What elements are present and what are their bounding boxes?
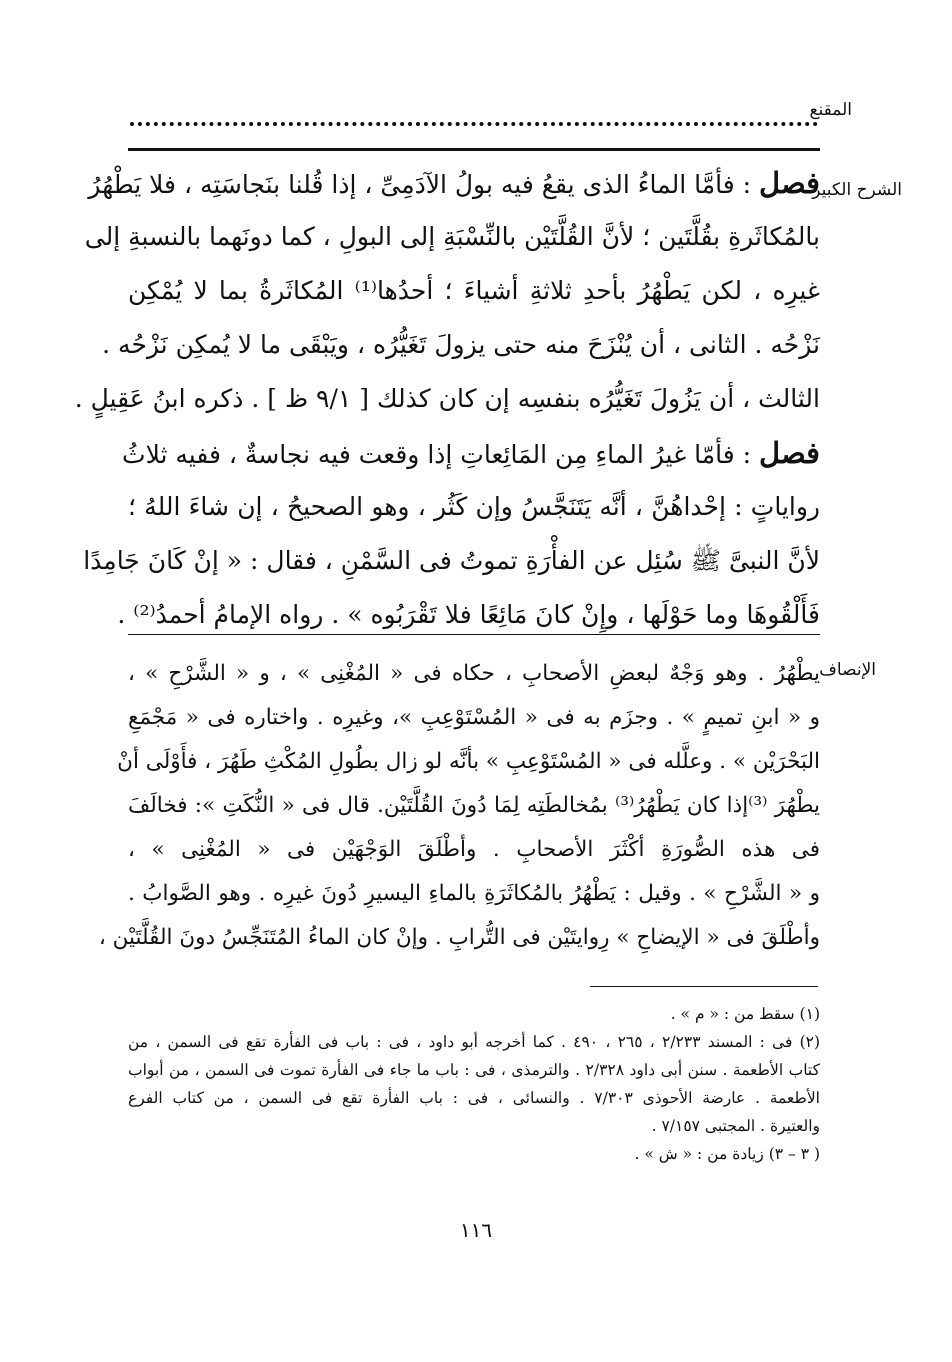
sharh-line [128,264,820,318]
sharh-line-text: غيرِه ، لكن يَطْهُرُ بأحدِ ثلاثةِ أشياءَ ؛ أحدُها⁽¹⁾ المُكاثَرةُ بما لا يُمْكِن [128,276,820,305]
insaf-text-block [98,652,820,960]
footnotes [128,1000,820,1168]
insaf-line: وأطْلَقَ فى « الإيضاحِ » رِوايتَيْن فى التُّرابِ . وإنْ كان الماءُ المُتَنَجِّسُ دونَ القُلَّتَيْن ، [98,925,820,950]
sharh-line-text: نَزْحُه . الثانى ، أن يُنْزَحَ منه حتى يزولَ تَغَيُّرُه ، ويَبْقَى ما لا يُمكِن نَزْحُه . [102,330,820,359]
sharh-text-block [74,156,820,642]
section-keyword: فصل [759,436,820,470]
header-thick-rule [128,148,820,151]
insaf-line: و « الشَّرْحِ » . وقيل : يَطْهُرُ بالمُكاثَرَةِ بالماءِ اليسيرِ دُونَ غيرِه . وهو الصَّوابُ . [128,881,820,906]
margin-label-sharh: الشرح الكبير [812,180,902,200]
footnote-line: (٢) فى : المسند ٢/٢٣٣ ، ٢٦٥ ، ٤٩٠ . كما أخرجه أبو داود ، فى : باب فى الفأرة تقع فى السمن ، من [128,1033,821,1051]
sharh-line-text: : فأمَّا الماءُ الذى يقعُ فيه بولُ الآدَمِىِّ ، إذا قُلنا بنَجاسَتِه ، فلا يَطْهُرُ [88,170,760,199]
footnote-line: الأطعمة . عارضة الأحوذى ٧/٣٠٣ . والنسائى ، فى : باب الفأرة تقع فى السمن ، من كتاب الفرع [128,1089,820,1107]
footnote-line: (١) سقط من : « م » . [670,1005,820,1023]
insaf-line: البَحْرَيْن » . وعلَّله فى « المُسْتَوْعِبِ » بأنَّه لو زال بطُولِ المُكْثِ طَهُرَ ، فأَوْلَى أنْ [117,749,820,774]
footnote-rule [590,986,818,987]
sharh-line [74,372,820,426]
section-separator [128,634,820,635]
running-header-title: المقنع [809,100,852,120]
sharh-line-text: بالمُكاثَرةِ بقُلَّتَين ؛ لأنَّ القُلَّتَيْن بالنِّسْبَةِ إلى البولِ ، كما دونَهما بالنسبةِ إلى [84,222,820,251]
sharh-line [88,156,820,210]
sharh-line [102,318,820,372]
footnote-line: والعتيرة . المجتبى ٧/١٥٧ . [651,1117,820,1135]
sharh-line-text: الثالث ، أن يَزُولَ تَغَيُّرُه بنفسِه إن كان كذلك [ ٩/١ ظ ] . ذكره ابنُ عَقِيلٍ . [74,384,820,413]
sharh-line [83,534,820,588]
sharh-line-text: لأنَّ النبىَّ ﷺ سُئِل عن الفأْرَةِ تموتُ فى السَّمْنِ ، فقال : « إنْ كَانَ جَامِدًا [83,546,820,575]
page-number: ١١٦ [459,1218,493,1242]
insaf-line: و « ابنِ تميمٍ » . وجزَم به فى « المُسْتَوْعِبِ »، وغيرِه . واختاره فى « مَجْمَعِ [128,705,820,730]
sharh-line-text: فَأَلْقُوهَا وما حَوْلَها ، وإِنْ كانَ مَائِعًا فلا تَقْرَبُوه » . رواه الإمامُ أحمدُ⁽²⁾ . [117,600,820,629]
sharh-line-text: : فأمّا غيرُ الماءِ مِن المَائِعاتِ إذا وقعت فيه نجاسةٌ ، ففيه ثلاثُ [122,440,760,469]
footnote-line: كتاب الأطعمة . سنن أبى داود ٢/٣٢٨ . والترمذى ، فى : باب ما جاء فى الفأرة تموت فى السمن ، من أبواب [128,1061,820,1079]
insaf-line: يطْهُرُ . وهو وَجْهٌ لبعضِ الأصحابِ ، حكاه فى « المُغْنِى » ، و « الشَّرْحِ » ، [128,661,820,686]
sharh-line [84,210,820,264]
section-keyword: فصل [759,166,820,200]
insaf-line: يطْهُرَ ⁽³⁾إذا كان يَطْهُرُ⁽³⁾ بمُخالطَتِه لِمَا دُونَ القُلَّتَيْن. قال فى « النُّكَتِ »: فخالَفَ [128,793,820,818]
footnote-line: ( ٣ – ٣) زيادة من : « ش » . [634,1145,820,1163]
header-dotted-rule [130,122,818,126]
sharh-line-text: رواياتٍ : إحْداهُنَّ ، أنَّه يَتَنَجَّسُ وإن كَثُر ، وهو الصحيحُ ، إن شاءَ اللهُ ؛ [128,492,820,521]
insaf-line: فى هذه الصُّورَةِ أكْثَرَ الأصحابِ . وأطْلَقَ الوَجْهَيْن فى « المُغْنِى » ، [128,837,820,862]
sharh-line [128,480,820,534]
margin-label-insaf: الإنصاف [819,660,876,680]
sharh-line [122,426,820,480]
